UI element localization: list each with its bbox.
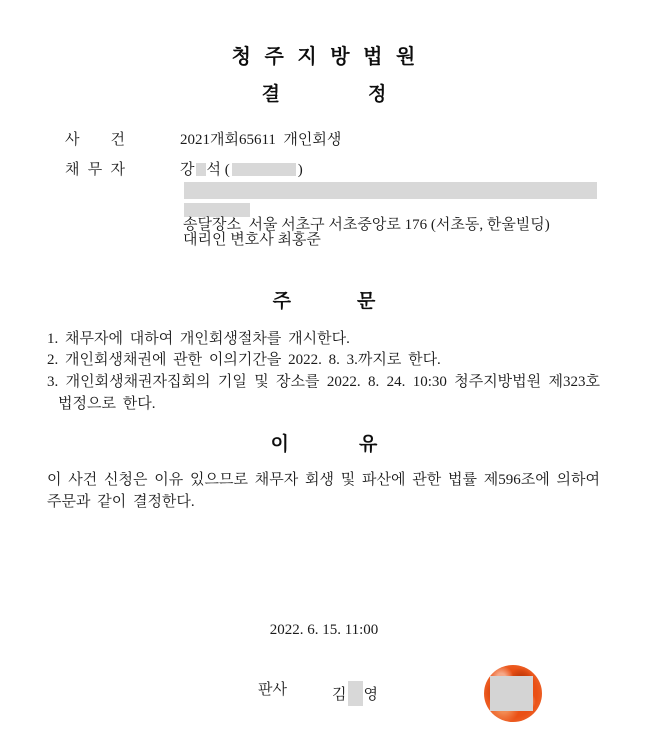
seal-redaction-box <box>490 676 533 711</box>
order-heading-char-1: 주 <box>272 291 291 312</box>
order-heading <box>0 291 648 312</box>
service-address-line: 송달장소 서울 서초구 서초중앙로 176 (서초동, 한울빌딩) <box>183 217 550 233</box>
reason-heading-char-1: 이 <box>270 434 289 455</box>
address-redaction-box-partial <box>184 203 250 217</box>
debtor-label-char-2: 무 <box>87 162 103 178</box>
judge-name-last: 영 <box>363 687 378 703</box>
reason-line-1: 이 사건 신청은 이유 있으므로 채무자 회생 및 파산에 관한 법률 제596조에 의하여 <box>47 472 600 488</box>
order-item-3-line-2: 법정으로 한다. <box>58 396 156 412</box>
case-number-value: 2021개회65611 개인회생 <box>180 132 342 148</box>
decision-heading <box>0 84 648 105</box>
debtor-name-line <box>180 161 303 180</box>
decision-heading-char-2: 정 <box>368 84 387 105</box>
debtor-name-redaction-box <box>196 163 206 176</box>
order-item-3-line-1: 3. 개인회생채권자집회의 기일 및 장소를 2022. 8. 24. 10:30 청주지방법원 제323호 <box>47 374 600 390</box>
case-label-char-1: 사 <box>65 132 80 148</box>
reason-heading <box>0 434 648 455</box>
debtor-label-char-1: 채 <box>65 162 80 178</box>
address-redaction-box-full <box>184 182 597 199</box>
order-item-2: 2. 개인회생채권에 관한 이의기간을 2022. 8. 3.까지로 한다. <box>47 352 441 368</box>
debtor-label-char-3: 자 <box>110 162 125 178</box>
court-name-title: 청 주 지 방 법 원 <box>231 46 417 68</box>
judge-label: 판사 <box>258 682 287 698</box>
order-heading-char-2: 문 <box>357 291 376 312</box>
debtor-surname: 강 <box>180 162 195 178</box>
judge-name <box>332 681 378 706</box>
debtor-id-redaction-box <box>232 163 296 176</box>
case-label <box>65 131 125 150</box>
decision-heading-char-1: 결 <box>261 84 280 105</box>
debtor-paren-close: ) <box>297 162 303 178</box>
reason-line-2: 주문과 같이 결정한다. <box>47 494 195 510</box>
order-item-1: 1. 채무자에 대하여 개인회생절차를 개시한다. <box>47 331 350 347</box>
debtor-label <box>65 161 125 180</box>
agent-line: 대리인 변호사 최홍준 <box>183 232 321 248</box>
case-label-char-2: 건 <box>110 132 125 148</box>
reason-heading-char-2: 유 <box>359 434 378 455</box>
decision-datetime: 2022. 6. 15. 11:00 <box>269 622 379 638</box>
judge-name-redaction-box <box>348 681 363 706</box>
judge-name-first: 김 <box>332 687 347 703</box>
debtor-given-name: 석 ( <box>206 162 230 178</box>
